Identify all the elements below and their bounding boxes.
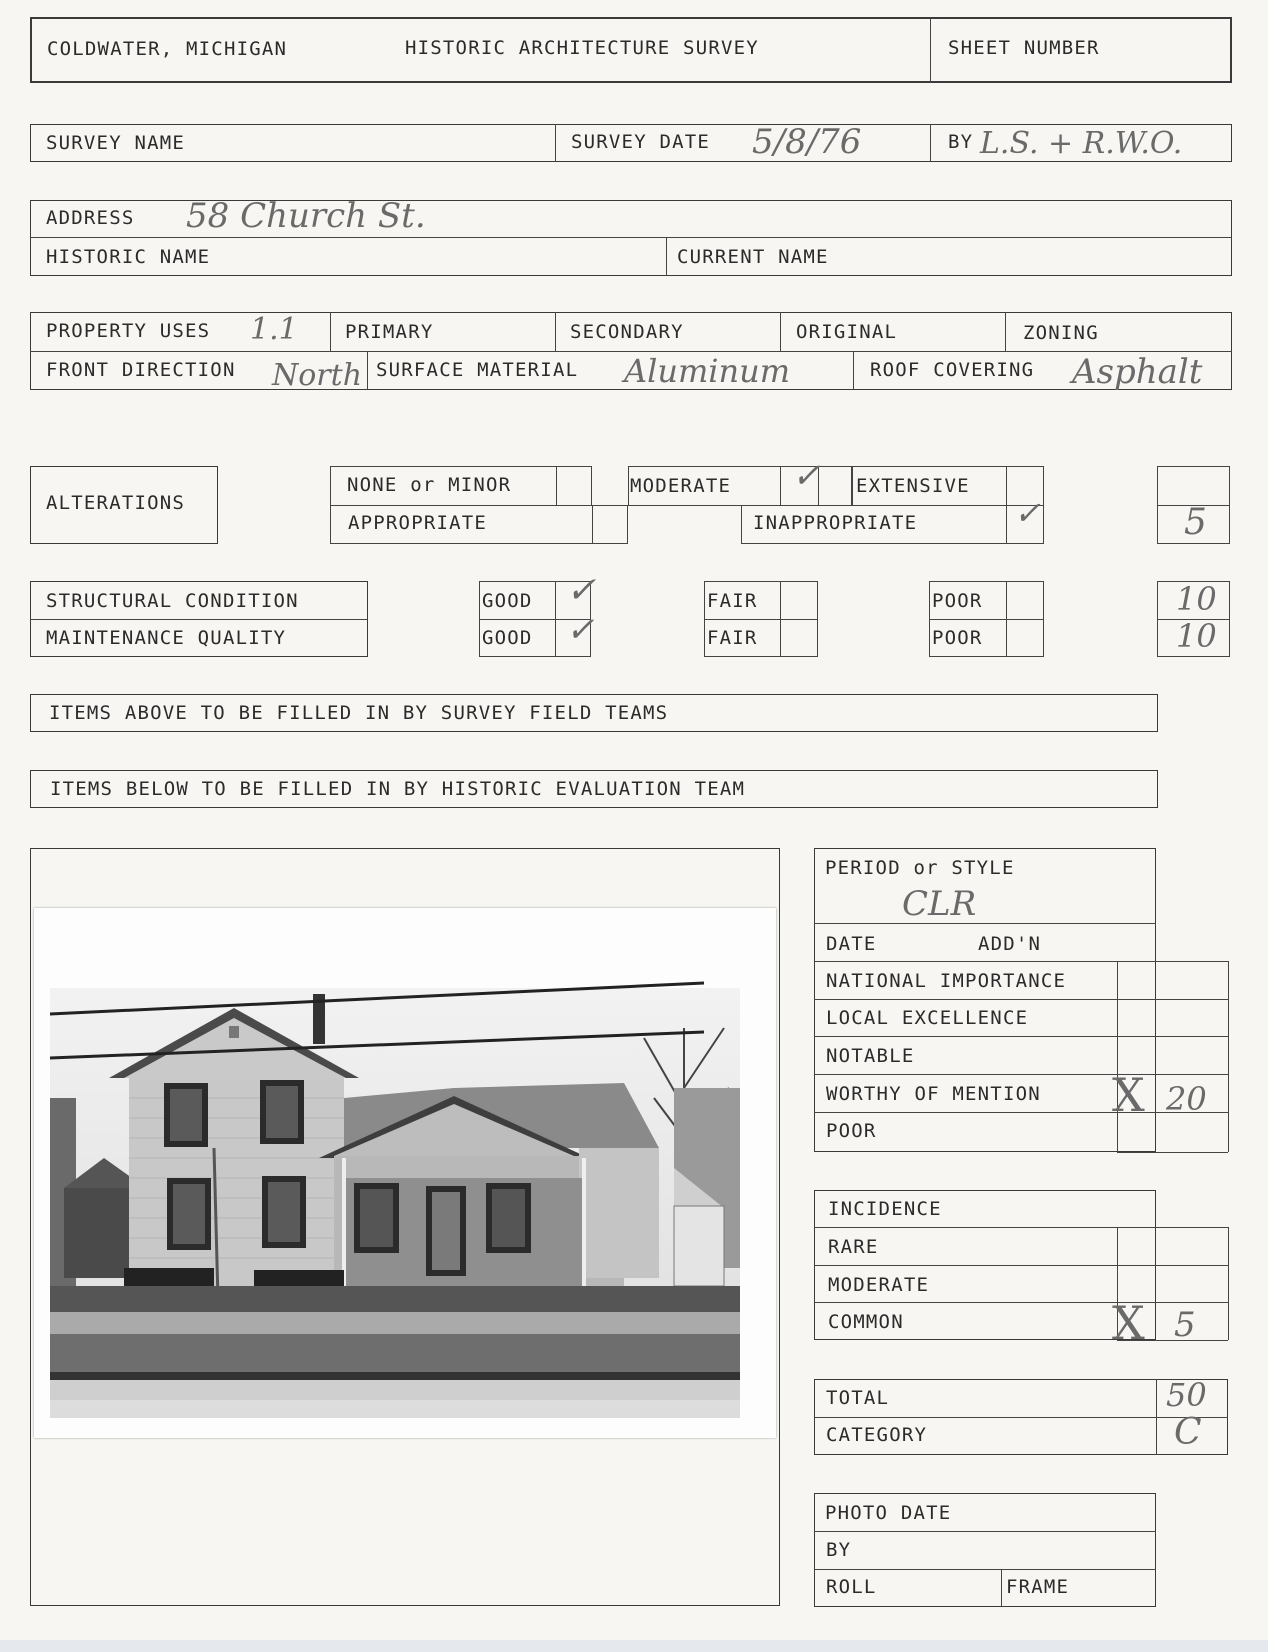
- addn-label: ADD'N: [978, 933, 1042, 955]
- divider: [930, 124, 931, 162]
- structural-poor: POOR: [932, 590, 983, 612]
- front-direction-label: FRONT DIRECTION: [46, 359, 236, 381]
- divider: [814, 923, 1156, 924]
- common-label: COMMON: [828, 1311, 904, 1333]
- photo-by-label: BY: [826, 1539, 852, 1561]
- surface-material-value: Aluminum: [624, 352, 791, 390]
- city-label: COLDWATER, MICHIGAN: [47, 38, 288, 60]
- divider: [814, 1227, 1228, 1228]
- alt-appropriate: APPROPRIATE: [348, 512, 488, 534]
- rare-label: RARE: [828, 1236, 879, 1258]
- address-value: 58 Church St.: [186, 196, 426, 236]
- divider: [1006, 505, 1007, 544]
- divider: [555, 312, 556, 351]
- alt-moderate: MODERATE: [630, 475, 732, 497]
- house-photo-image: [34, 908, 776, 1438]
- structural-fair: FAIR: [707, 590, 758, 612]
- by-value: L.S. + R.W.O.: [980, 126, 1183, 161]
- survey-name-label: SURVEY NAME: [46, 132, 186, 154]
- period-style-label: PERIOD or STYLE: [825, 857, 1015, 879]
- maintenance-quality-label: MAINTENANCE QUALITY: [46, 627, 287, 649]
- alt-score: 5: [1184, 502, 1207, 543]
- divider: [853, 351, 854, 390]
- current-name-label: CURRENT NAME: [677, 246, 829, 268]
- surface-material-label: SURFACE MATERIAL: [376, 359, 579, 381]
- divider: [929, 619, 1044, 620]
- divider: [1001, 1569, 1002, 1607]
- alt-extensive: EXTENSIVE: [856, 475, 970, 497]
- photo-date-label: PHOTO DATE: [825, 1502, 952, 1524]
- incidence-label: INCIDENCE: [828, 1198, 942, 1220]
- divider: [704, 619, 818, 620]
- alt-none-minor: NONE or MINOR: [347, 474, 512, 496]
- alterations-label: ALTERATIONS: [46, 492, 186, 514]
- divider: [780, 312, 781, 351]
- roof-covering-label: ROOF COVERING: [870, 359, 1035, 381]
- header-divider: [930, 17, 931, 83]
- structural-score: 10: [1176, 580, 1217, 618]
- frame-label: FRAME: [1006, 1576, 1070, 1598]
- survey-title: HISTORIC ARCHITECTURE SURVEY: [405, 37, 759, 59]
- total-label: TOTAL: [826, 1387, 890, 1409]
- address-label: ADDRESS: [46, 207, 135, 229]
- divider: [30, 619, 368, 620]
- worthy-score: 20: [1166, 1080, 1207, 1118]
- divider: [1006, 466, 1007, 506]
- historic-name-label: HISTORIC NAME: [46, 246, 211, 268]
- divider: [555, 124, 556, 162]
- divider: [592, 505, 593, 544]
- primary-label: PRIMARY: [345, 321, 434, 343]
- structural-good-mark: ✓: [566, 570, 597, 611]
- category-value: C: [1174, 1412, 1202, 1453]
- maintenance-poor: POOR: [932, 627, 983, 649]
- house-photo: [34, 908, 776, 1438]
- divider: [1117, 1152, 1228, 1153]
- secondary-label: SECONDARY: [570, 321, 684, 343]
- front-direction-value: North: [272, 358, 363, 393]
- items-below-note: ITEMS BELOW TO BE FILLED IN BY HISTORIC EVALUATION TEAM: [50, 778, 746, 800]
- sheet-number-label: SHEET NUMBER: [948, 37, 1100, 59]
- divider: [1228, 1227, 1229, 1340]
- structural-good: GOOD: [482, 590, 533, 612]
- worthy-mark: X: [1112, 1068, 1145, 1122]
- maintenance-good: GOOD: [482, 627, 533, 649]
- maintenance-score: 10: [1176, 617, 1217, 655]
- date-label: DATE: [826, 933, 877, 955]
- scan-edge: [0, 1640, 1268, 1652]
- notable-label: NOTABLE: [826, 1045, 915, 1067]
- original-label: ORIGINAL: [796, 321, 898, 343]
- divider: [814, 1036, 1228, 1037]
- alt-moderate-mark: ✓: [792, 456, 821, 496]
- incidence-moderate-label: MODERATE: [828, 1274, 930, 1296]
- maintenance-good-mark: ✓: [566, 610, 595, 650]
- divider: [814, 999, 1228, 1000]
- alt-inappropriate: INAPPROPRIATE: [753, 512, 918, 534]
- alt-inappropriate-mark: ✓: [1014, 494, 1041, 532]
- divider: [555, 581, 556, 657]
- divider: [780, 581, 781, 657]
- roof-covering-value: Asphalt: [1072, 352, 1203, 392]
- divider: [556, 466, 557, 506]
- by-label: BY: [948, 131, 974, 153]
- property-uses-value: 1.1: [250, 312, 298, 347]
- divider: [367, 351, 368, 390]
- divider: [814, 1074, 1228, 1075]
- roll-label: ROLL: [826, 1576, 877, 1598]
- divider: [1228, 961, 1229, 1152]
- divider: [30, 237, 1232, 238]
- maintenance-fair: FAIR: [707, 627, 758, 649]
- total-value: 50: [1166, 1376, 1207, 1414]
- divider: [1156, 1379, 1157, 1455]
- divider: [666, 237, 667, 276]
- divider: [1006, 581, 1007, 657]
- national-importance-label: NATIONAL IMPORTANCE: [826, 970, 1067, 992]
- divider: [1005, 312, 1006, 351]
- poor-label: POOR: [826, 1120, 877, 1142]
- survey-date-label: SURVEY DATE: [571, 131, 711, 153]
- divider: [1117, 961, 1118, 1152]
- divider: [814, 1265, 1228, 1266]
- survey-date-value: 5/8/76: [752, 122, 862, 162]
- local-excellence-label: LOCAL EXCELLENCE: [826, 1007, 1029, 1029]
- property-uses-label: PROPERTY USES: [46, 320, 211, 342]
- divider: [814, 1531, 1156, 1532]
- period-style-value: CLR: [902, 884, 977, 924]
- divider: [780, 466, 781, 506]
- divider: [814, 1302, 1228, 1303]
- category-label: CATEGORY: [826, 1424, 928, 1446]
- divider: [814, 961, 1228, 962]
- period-table: [814, 848, 1156, 1152]
- divider: [814, 1417, 1228, 1418]
- common-mark: X: [1112, 1296, 1145, 1350]
- zoning-label: ZONING: [1023, 322, 1099, 344]
- items-above-note: ITEMS ABOVE TO BE FILLED IN BY SURVEY FIELD TEAMS: [49, 702, 669, 724]
- structural-condition-label: STRUCTURAL CONDITION: [46, 590, 299, 612]
- common-score: 5: [1174, 1305, 1196, 1345]
- divider: [814, 1569, 1156, 1570]
- worthy-of-mention-label: WORTHY OF MENTION: [826, 1083, 1041, 1105]
- divider: [330, 312, 331, 351]
